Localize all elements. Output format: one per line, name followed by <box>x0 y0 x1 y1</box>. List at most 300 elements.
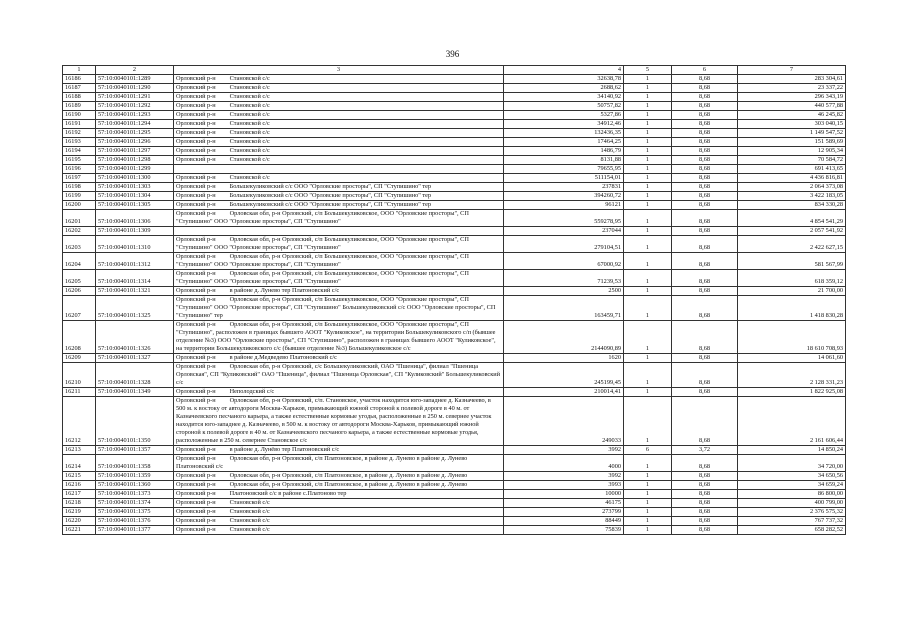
count-value: 1 <box>624 455 672 472</box>
row-number: 16203 <box>63 236 96 253</box>
row-number: 16195 <box>63 156 96 165</box>
cadastral-number: 57:10:0040101:1298 <box>96 156 174 165</box>
count-value: 1 <box>624 192 672 201</box>
location-description: Орловская обл, р-н Орловский, с/п Большекуликовское, ООО "Орловские просторы", СП "Ступишино" ООО "Орловские просторы", СП "Ступишино" <box>176 210 469 225</box>
address-cell <box>174 201 504 210</box>
rate-value: 8,68 <box>672 111 738 120</box>
location-description: Орловская обл, р-н Орловский, с/с Большекуликовский, ОАО "Пшеница", филиал "Пшеница Орловская", СП "Куликовский" ОАО "Пшеница", филиал "Пшеница Орловская", СП "Куликовский" Большекуликовский с/с <box>176 363 500 386</box>
cost-value: 296 343,19 <box>738 93 846 102</box>
area-value: 511154,01 <box>504 174 624 183</box>
location-description: Орловская обл, р-н Орловский, с/п Платоновское, в районе д. Лунево в районе д. Лунево <box>229 481 468 488</box>
cost-value: 303 040,15 <box>738 120 846 129</box>
district-name: Орловский р-н <box>176 102 216 109</box>
district-name: Орловский р-н <box>176 363 216 370</box>
address-cell <box>174 147 504 156</box>
rate-value: 8,68 <box>672 156 738 165</box>
district-name: Орловский р-н <box>176 296 216 303</box>
cadastral-number: 57:10:0040101:1294 <box>96 120 174 129</box>
district-name: Орловский р-н <box>176 321 216 328</box>
cadastral-number: 57:10:0040101:1325 <box>96 296 174 321</box>
district-name: Орловский р-н <box>176 517 216 524</box>
rate-value: 8,68 <box>672 270 738 287</box>
location-description: Орловская обл, р-н Орловский, с/п Большекуликовское, ООО "Орловские просторы", СП "Ступишино" ООО "Орловские просторы", СП "Ступишино" <box>176 270 469 285</box>
address-cell <box>174 270 504 287</box>
area-value: 394260,72 <box>504 192 624 201</box>
area-value: 132436,35 <box>504 129 624 138</box>
rate-value: 8,68 <box>672 508 738 517</box>
row-number: 16211 <box>63 388 96 397</box>
area-value: 71239,53 <box>504 270 624 287</box>
address-cell <box>174 253 504 270</box>
cadastral-number: 57:10:0040101:1349 <box>96 388 174 397</box>
district-name: Орловский р-н <box>176 481 216 488</box>
count-value: 1 <box>624 111 672 120</box>
cadastral-number: 57:10:0040101:1321 <box>96 287 174 296</box>
location-description: Становской с/с <box>229 75 270 82</box>
address-cell <box>174 227 504 236</box>
cadastral-number: 57:10:0040101:1296 <box>96 138 174 147</box>
cadastral-number: 57:10:0040101:1377 <box>96 526 174 535</box>
location-description: Орловская обл, р-н Орловский, с/п. Становское, участок находится юго-западнее д. Казначеево, в 500 м. к востоку от автодороги Москва-Харьков, примыкающий южной стороной к полевой дороге в 40 м. от Казначеевского песчаного карьера, а также естественные кормовые угодья, расположенные в 250 м. севернее участок находится юго-западнее д. Казначеево, в 500 м. к востоку от автодороги Москва-Харьков, примыкающий южной стороной к полевой дороге в 40 м. от Казначеевского песчаного карьера, а также естественные кормовые угодья, расположенные в 250 м. севернее Становское с/с <box>176 397 492 444</box>
count-value: 1 <box>624 75 672 84</box>
cost-value: 4 854 541,29 <box>738 210 846 227</box>
row-number: 16188 <box>63 93 96 102</box>
address-cell <box>174 174 504 183</box>
cadastral-number: 57:10:0040101:1290 <box>96 84 174 93</box>
area-value: 4000 <box>504 455 624 472</box>
address-cell <box>174 236 504 253</box>
area-value: 559278,95 <box>504 210 624 227</box>
rate-value: 8,68 <box>672 253 738 270</box>
address-cell <box>174 129 504 138</box>
location-description: Становской с/с <box>229 129 270 136</box>
row-number: 16187 <box>63 84 96 93</box>
district-name: Орловский р-н <box>176 84 216 91</box>
row-number: 16219 <box>63 508 96 517</box>
count-value: 6 <box>624 446 672 455</box>
row-number: 16196 <box>63 165 96 174</box>
cadastral-number: 57:10:0040101:1328 <box>96 363 174 388</box>
cost-value: 2 128 331,23 <box>738 363 846 388</box>
cost-value: 3 422 183,05 <box>738 192 846 201</box>
rate-value: 8,68 <box>672 201 738 210</box>
cadastral-number: 57:10:0040101:1359 <box>96 472 174 481</box>
row-number: 16199 <box>63 192 96 201</box>
cadastral-number: 57:10:0040101:1360 <box>96 481 174 490</box>
area-value: 17464,25 <box>504 138 624 147</box>
cost-value: 1 822 925,08 <box>738 388 846 397</box>
rate-value: 3,72 <box>672 446 738 455</box>
count-value: 1 <box>624 253 672 270</box>
rate-value: 8,68 <box>672 102 738 111</box>
address-cell <box>174 472 504 481</box>
location-description: Становской с/с <box>229 102 270 109</box>
rate-value: 8,68 <box>672 93 738 102</box>
area-value: 273799 <box>504 508 624 517</box>
table-row <box>63 455 846 472</box>
area-value: 163459,71 <box>504 296 624 321</box>
count-value: 1 <box>624 138 672 147</box>
cost-value: 34 720,00 <box>738 455 846 472</box>
column-header: 7 <box>738 66 846 75</box>
address-cell <box>174 138 504 147</box>
cadastral-number: 57:10:0040101:1310 <box>96 236 174 253</box>
table-row <box>63 210 846 227</box>
area-value: 2144090,89 <box>504 321 624 354</box>
district-name: Орловский р-н <box>176 388 216 395</box>
address-cell <box>174 102 504 111</box>
area-value: 34140,92 <box>504 93 624 102</box>
row-number: 16202 <box>63 227 96 236</box>
location-description: Становской с/с <box>229 93 270 100</box>
table-row <box>63 296 846 321</box>
location-description: Становской с/с <box>229 517 270 524</box>
cost-value: 14 061,60 <box>738 354 846 363</box>
district-name: Орловский р-н <box>176 490 216 497</box>
cadastral-number: 57:10:0040101:1305 <box>96 201 174 210</box>
cost-value: 4 436 816,81 <box>738 174 846 183</box>
row-number: 16192 <box>63 129 96 138</box>
district-name: Орловский р-н <box>176 472 216 479</box>
district-name: Орловский р-н <box>176 156 216 163</box>
table-row <box>63 165 846 174</box>
rate-value: 8,68 <box>672 526 738 535</box>
table-row <box>63 388 846 397</box>
cadastral-number: 57:10:0040101:1291 <box>96 93 174 102</box>
area-value: 88449 <box>504 517 624 526</box>
area-value: 2688,62 <box>504 84 624 93</box>
rate-value: 8,68 <box>672 472 738 481</box>
row-number: 16197 <box>63 174 96 183</box>
address-cell <box>174 490 504 499</box>
area-value: 237044 <box>504 227 624 236</box>
table-row <box>63 138 846 147</box>
cadastral-number: 57:10:0040101:1312 <box>96 253 174 270</box>
rate-value: 8,68 <box>672 321 738 354</box>
rate-value: 8,68 <box>672 287 738 296</box>
rate-value: 8,68 <box>672 129 738 138</box>
count-value: 1 <box>624 508 672 517</box>
row-number: 16190 <box>63 111 96 120</box>
cost-value: 14 850,24 <box>738 446 846 455</box>
column-number-row <box>63 66 846 75</box>
table-row <box>63 129 846 138</box>
location-description: Становской с/с <box>229 111 270 118</box>
cost-value: 834 330,28 <box>738 201 846 210</box>
column-header: 6 <box>672 66 738 75</box>
address-cell <box>174 388 504 397</box>
table-row <box>63 499 846 508</box>
cadastral-number: 57:10:0040101:1327 <box>96 354 174 363</box>
table-row <box>63 526 846 535</box>
address-cell <box>174 156 504 165</box>
count-value: 1 <box>624 321 672 354</box>
cadastral-number: 57:10:0040101:1375 <box>96 508 174 517</box>
district-name: Орловский р-н <box>176 236 216 243</box>
cost-value: 34 650,56 <box>738 472 846 481</box>
location-description: в районе д. Лунёво тер Платоновский с/с <box>229 446 340 453</box>
area-value: 2500 <box>504 287 624 296</box>
count-value: 1 <box>624 481 672 490</box>
location-description: Становской с/с <box>229 174 270 181</box>
address-cell <box>174 363 504 388</box>
table-row <box>63 93 846 102</box>
location-description: Орловская обл, р-н Орловский, с/п Платоновское, в районе д. Лунево в районе д. Лунево Платоновский с/с <box>176 455 468 470</box>
row-number: 16212 <box>63 397 96 446</box>
address-cell <box>174 287 504 296</box>
page-number: 396 <box>445 49 460 59</box>
district-name: Орловский р-н <box>176 93 216 100</box>
area-value: 8131,88 <box>504 156 624 165</box>
address-cell <box>174 75 504 84</box>
address-cell <box>174 111 504 120</box>
location-description: Становской с/с <box>229 499 270 506</box>
rate-value: 8,68 <box>672 455 738 472</box>
location-description: Неполодский с/с <box>229 388 275 395</box>
row-number: 16193 <box>63 138 96 147</box>
address-cell <box>174 192 504 201</box>
address-cell <box>174 210 504 227</box>
table-row <box>63 508 846 517</box>
address-cell <box>174 481 504 490</box>
district-name: Орловский р-н <box>176 75 216 82</box>
district-name: Орловский р-н <box>176 183 216 190</box>
cost-value: 1 149 547,52 <box>738 129 846 138</box>
district-name: Орловский р-н <box>176 129 216 136</box>
district-name: Орловский р-н <box>176 508 216 515</box>
area-value: 1486,79 <box>504 147 624 156</box>
row-number: 16210 <box>63 363 96 388</box>
rate-value: 8,68 <box>672 397 738 446</box>
count-value: 1 <box>624 84 672 93</box>
row-number: 16216 <box>63 481 96 490</box>
area-value: 210014,41 <box>504 388 624 397</box>
rate-value: 8,68 <box>672 147 738 156</box>
cost-value: 691 413,65 <box>738 165 846 174</box>
location-description: Становской с/с <box>229 156 270 163</box>
count-value: 1 <box>624 102 672 111</box>
address-cell <box>174 296 504 321</box>
cadastral-number: 57:10:0040101:1295 <box>96 129 174 138</box>
district-name: Орловский р-н <box>176 499 216 506</box>
cost-value: 70 584,72 <box>738 156 846 165</box>
cost-value: 12 905,34 <box>738 147 846 156</box>
area-value: 3992 <box>504 472 624 481</box>
district-name: Орловский р-н <box>176 120 216 127</box>
row-number: 16186 <box>63 75 96 84</box>
table-row <box>63 253 846 270</box>
rate-value: 8,68 <box>672 363 738 388</box>
table-row <box>63 397 846 446</box>
row-number: 16205 <box>63 270 96 287</box>
cadastral-number: 57:10:0040101:1374 <box>96 499 174 508</box>
cadastral-number: 57:10:0040101:1326 <box>96 321 174 354</box>
rate-value: 8,68 <box>672 165 738 174</box>
location-description: Большекуликовский с/с ООО "Орловские просторы", СП "Ступишино" тер <box>229 201 432 208</box>
row-number: 16207 <box>63 296 96 321</box>
rate-value: 8,68 <box>672 354 738 363</box>
location-description: Платоновский с/с в районе с.Платоново тер <box>229 490 347 497</box>
district-name: Орловский р-н <box>176 111 216 118</box>
district-name: Орловский р-н <box>176 287 216 294</box>
location-description: Орловская обл, р-н Орловский, с/п Большекуликовское, ООО "Орловские просторы", СП "Ступишино" ООО "Орловские просторы", СП "Ступишино" Большекуликовский с/с ООО "Орловские просторы", СП "Ступишино" тер <box>176 296 496 319</box>
district-name: Орловский р-н <box>176 174 216 181</box>
row-number: 16189 <box>63 102 96 111</box>
count-value: 1 <box>624 129 672 138</box>
cadastral-number: 57:10:0040101:1357 <box>96 446 174 455</box>
location-description: Большекуликовский с/с ООО "Орловские просторы", СП "Ступишино" тер <box>229 183 432 190</box>
district-name: Орловский р-н <box>176 138 216 145</box>
area-value: 3992 <box>504 446 624 455</box>
cadastral-number: 57:10:0040101:1350 <box>96 397 174 446</box>
table-row <box>63 227 846 236</box>
table-row <box>63 270 846 287</box>
location-description: в районе д.Медведево Платоновский с/с <box>229 354 337 361</box>
cost-value: 400 799,00 <box>738 499 846 508</box>
address-cell <box>174 455 504 472</box>
cost-value: 618 359,12 <box>738 270 846 287</box>
cadastral-number: 57:10:0040101:1306 <box>96 210 174 227</box>
area-value: 249033 <box>504 397 624 446</box>
address-cell <box>174 120 504 129</box>
address-cell <box>174 397 504 446</box>
rate-value: 8,68 <box>672 174 738 183</box>
rate-value: 8,68 <box>672 210 738 227</box>
count-value: 1 <box>624 165 672 174</box>
area-value: 34912,46 <box>504 120 624 129</box>
cost-value: 1 418 830,28 <box>738 296 846 321</box>
count-value: 1 <box>624 397 672 446</box>
row-number: 16200 <box>63 201 96 210</box>
row-number: 16208 <box>63 321 96 354</box>
row-number: 16221 <box>63 526 96 535</box>
table-row <box>63 236 846 253</box>
location-description: Большекуликовский с/с ООО "Орловские просторы", СП "Ступишино" тер <box>229 192 432 199</box>
cadastral-number: 57:10:0040101:1358 <box>96 455 174 472</box>
land-register-table <box>62 65 846 535</box>
area-value: 10000 <box>504 490 624 499</box>
column-header: 5 <box>624 66 672 75</box>
count-value: 1 <box>624 147 672 156</box>
address-cell <box>174 321 504 354</box>
cost-value: 21 700,00 <box>738 287 846 296</box>
cost-value: 283 304,61 <box>738 75 846 84</box>
district-name: Орловский р-н <box>176 270 216 277</box>
district-name: Орловский р-н <box>176 446 216 453</box>
location-description: Становской с/с <box>229 138 270 145</box>
row-number: 16209 <box>63 354 96 363</box>
table-row <box>63 183 846 192</box>
rate-value: 8,68 <box>672 499 738 508</box>
cadastral-number: 57:10:0040101:1293 <box>96 111 174 120</box>
address-cell <box>174 93 504 102</box>
address-cell <box>174 183 504 192</box>
area-value: 96121 <box>504 201 624 210</box>
count-value: 1 <box>624 388 672 397</box>
rate-value: 8,68 <box>672 183 738 192</box>
rate-value: 8,68 <box>672 236 738 253</box>
row-number: 16204 <box>63 253 96 270</box>
location-description: в районе д. Лунево тер Платоновский с/с <box>229 287 340 294</box>
cost-value: 23 337,22 <box>738 84 846 93</box>
area-value: 3993 <box>504 481 624 490</box>
cadastral-number: 57:10:0040101:1292 <box>96 102 174 111</box>
area-value: 79655,95 <box>504 165 624 174</box>
count-value: 1 <box>624 270 672 287</box>
table-row <box>63 363 846 388</box>
table-row <box>63 111 846 120</box>
address-cell <box>174 517 504 526</box>
cost-value: 18 610 708,93 <box>738 321 846 354</box>
location-description: Орловская обл, р-н Орловский, с/п Большекуликовское, ООО "Орловские просторы", СП "Ступишино", расположен в границах бывшего АООТ "Куликовское", на территории Большекуликовского с/п (бывшее отделение №3) ООО "Орловские просторы", СП "Ступишино", расположен в границах бывшего АООТ "Куликовское", на территории Большекуликовского с/с (бывшее отделение №3) Большекуликовское с/с <box>176 321 496 352</box>
table-row <box>63 446 846 455</box>
count-value: 1 <box>624 499 672 508</box>
rate-value: 8,68 <box>672 517 738 526</box>
table-row <box>63 174 846 183</box>
count-value: 1 <box>624 174 672 183</box>
row-number: 16217 <box>63 490 96 499</box>
rate-value: 8,68 <box>672 138 738 147</box>
area-value: 67000,92 <box>504 253 624 270</box>
table-row <box>63 84 846 93</box>
cadastral-number: 57:10:0040101:1314 <box>96 270 174 287</box>
address-cell <box>174 165 504 174</box>
rate-value: 8,68 <box>672 120 738 129</box>
count-value: 1 <box>624 472 672 481</box>
row-number: 16214 <box>63 455 96 472</box>
rate-value: 8,68 <box>672 75 738 84</box>
rate-value: 8,68 <box>672 388 738 397</box>
cadastral-number: 57:10:0040101:1376 <box>96 517 174 526</box>
cadastral-number: 57:10:0040101:1309 <box>96 227 174 236</box>
count-value: 1 <box>624 287 672 296</box>
location-description: Орловская обл, р-н Орловский, с/п Большекуликовское, ООО "Орловские просторы", СП "Ступишино" ООО "Орловские просторы", СП "Ступишино" <box>176 236 469 251</box>
table-row <box>63 147 846 156</box>
cost-value: 767 737,32 <box>738 517 846 526</box>
location-description: Становской с/с <box>229 526 270 533</box>
cadastral-number: 57:10:0040101:1304 <box>96 192 174 201</box>
count-value: 1 <box>624 156 672 165</box>
area-value: 245199,45 <box>504 363 624 388</box>
table-row <box>63 490 846 499</box>
count-value: 1 <box>624 236 672 253</box>
area-value: 32638,78 <box>504 75 624 84</box>
cost-value: 2 422 627,15 <box>738 236 846 253</box>
count-value: 1 <box>624 201 672 210</box>
area-value: 279104,51 <box>504 236 624 253</box>
table-row <box>63 517 846 526</box>
column-header: 1 <box>63 66 96 75</box>
rate-value: 8,68 <box>672 84 738 93</box>
count-value: 1 <box>624 296 672 321</box>
cost-value: 34 659,24 <box>738 481 846 490</box>
district-name: Орловский р-н <box>176 147 216 154</box>
table-row <box>63 481 846 490</box>
area-value: 237831 <box>504 183 624 192</box>
cadastral-number: 57:10:0040101:1289 <box>96 75 174 84</box>
table-row <box>63 321 846 354</box>
count-value: 1 <box>624 490 672 499</box>
area-value: 75839 <box>504 526 624 535</box>
row-number: 16215 <box>63 472 96 481</box>
table-row <box>63 354 846 363</box>
column-header: 2 <box>96 66 174 75</box>
count-value: 1 <box>624 354 672 363</box>
location-description: Орловская обл, р-н Орловский, с/п Большекуликовское, ООО "Орловские просторы", СП "Ступишино" ООО "Орловские просторы", СП "Ступишино" <box>176 253 469 268</box>
district-name: Орловский р-н <box>176 455 216 462</box>
row-number: 16218 <box>63 499 96 508</box>
cadastral-number: 57:10:0040101:1299 <box>96 165 174 174</box>
